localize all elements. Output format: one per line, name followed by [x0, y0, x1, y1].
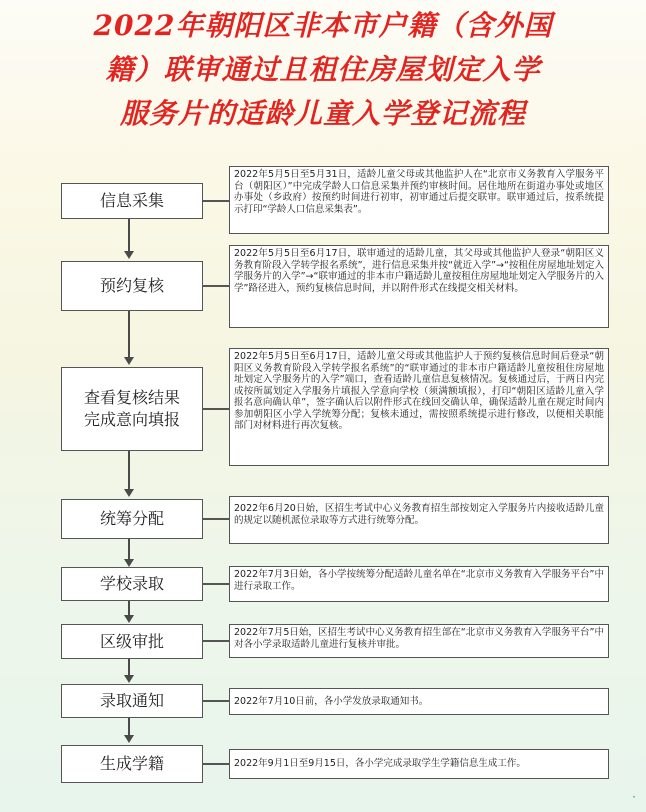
title-line-1: 2022年朝阳区非本市户籍（含外国	[93, 9, 553, 42]
flow-connector	[128, 219, 130, 251]
step-description	[229, 624, 609, 658]
corner-mark: ·	[632, 790, 636, 804]
step-box-student-record	[61, 745, 203, 783]
step-connector	[203, 408, 229, 410]
step-description	[229, 245, 609, 328]
step-description-text: 2022年5月5日至6月17日，适龄儿童父母或其他监护人于预约复核信息时间后登录“朝阳区义务教育阶段入学转学报名系统”的“联审通过的非本市户籍适龄儿童按租住房屋地址划定入学服务片的入学”端口，查看适龄儿童信息复核情况。复核通过后，于两日内完成按所属划定入学服务片填报入学意向学校（须满额填报），打印“朝阳区适龄儿童入学报名意向确认单”，签字确认后以附件形式在线回交确认单，确保适龄儿童在规定时间内参加朝阳区小学入学统筹分配；复核未通过，需按照系统提示进行修改，以便相关职能部门对材料进行再次复核。	[234, 351, 604, 431]
step-description	[229, 166, 609, 234]
title-line-3: 服务片的适龄儿童入学登记流程	[119, 97, 526, 130]
step-box-info-collection	[61, 183, 203, 219]
step-label: 查看复核结果 完成意向填报	[83, 388, 180, 429]
flow-connector	[128, 601, 130, 615]
title-line-2: 籍）联审通过且租住房屋划定入学	[105, 53, 541, 86]
step-box-district-approval	[61, 624, 203, 659]
arrow-down-icon	[124, 559, 134, 567]
step-label: 生成学籍	[99, 754, 164, 773]
step-description	[229, 688, 609, 715]
step-box-admission-notice	[61, 684, 203, 718]
step-box-allocation	[61, 499, 203, 539]
flow-connector	[128, 539, 130, 559]
step-description-text: 2022年7月3日始，各小学按统筹分配适龄儿童名单在“北京市义务教育入学服务平台”中进行录取工作。	[234, 569, 604, 592]
step-connector	[203, 640, 229, 642]
step-connector	[203, 763, 229, 765]
step-label: 录取通知	[99, 691, 164, 710]
step-connector	[203, 700, 229, 702]
arrow-down-icon	[124, 735, 134, 743]
arrow-down-icon	[124, 675, 134, 683]
step-description	[229, 566, 609, 602]
step-description-text: 2022年5月5日至5月31日，适龄儿童父母或其他监护人在“北京市义务教育入学服务平台（朝阳区）”中完成学龄人口信息采集并预约审核时间。居住地所在街道办事处或地区办事处（乡政府）按预约时间进行初审，初审通过后提交联审。联审通过后，按系统提示打印“学龄人口信息采集表”。	[234, 169, 604, 215]
step-box-view-result-fill-intention	[61, 367, 203, 451]
flow-connector	[128, 718, 130, 735]
flow-connector	[128, 659, 130, 675]
step-label: 信息采集	[99, 191, 164, 210]
arrow-down-icon	[124, 357, 134, 365]
step-box-appointment-review	[61, 261, 203, 311]
arrow-down-icon	[124, 251, 134, 259]
step-label: 预约复核	[99, 276, 164, 295]
step-label: 区级审批	[99, 631, 164, 651]
step-description	[229, 749, 609, 779]
step-label: 学校录取	[99, 574, 164, 593]
step-connector	[203, 583, 229, 585]
flow-connector	[128, 311, 130, 357]
step-connector	[203, 200, 229, 202]
flow-connector	[128, 451, 130, 489]
page-title	[0, 4, 646, 136]
step-description-text: 2022年7月5日始，区招生考试中心义务教育招生部在“北京市义务教育入学服务平台”中对各小学录取适龄儿童进行复核并审批。	[234, 627, 604, 650]
arrow-down-icon	[124, 615, 134, 623]
step-connector	[203, 518, 229, 520]
step-description-text: 2022年5月5日至6月17日，联审通过的适龄儿童，其父母或其他监护人登录“朝阳区义务教育阶段入学转学报名系统”，进行信息采集并按“就近入学”→“按租住房屋地址划定入学服务片的入学”→“联审通过的非本市户籍适龄儿童按租住房屋地址划定入学服务片的入学”路径进入，预约复核信息时间，并以附件形式在线提交相关材料。	[234, 248, 604, 294]
step-label: 统筹分配	[99, 509, 164, 528]
step-connector	[203, 285, 229, 287]
step-description-text: 2022年9月1日至9月15日，各小学完成录取学生学籍信息生成工作。	[234, 758, 526, 770]
step-box-school-admission	[61, 567, 203, 601]
arrow-down-icon	[124, 489, 134, 497]
step-description-text: 2022年6月20日始，区招生考试中心义务教育招生部按划定入学服务片内接收适龄儿童的规定以随机派位录取等方式进行统筹分配。	[234, 503, 604, 526]
step-description	[229, 496, 609, 544]
step-description-text: 2022年7月10日前，各小学发放录取通知书。	[234, 695, 429, 707]
step-description	[229, 348, 609, 466]
